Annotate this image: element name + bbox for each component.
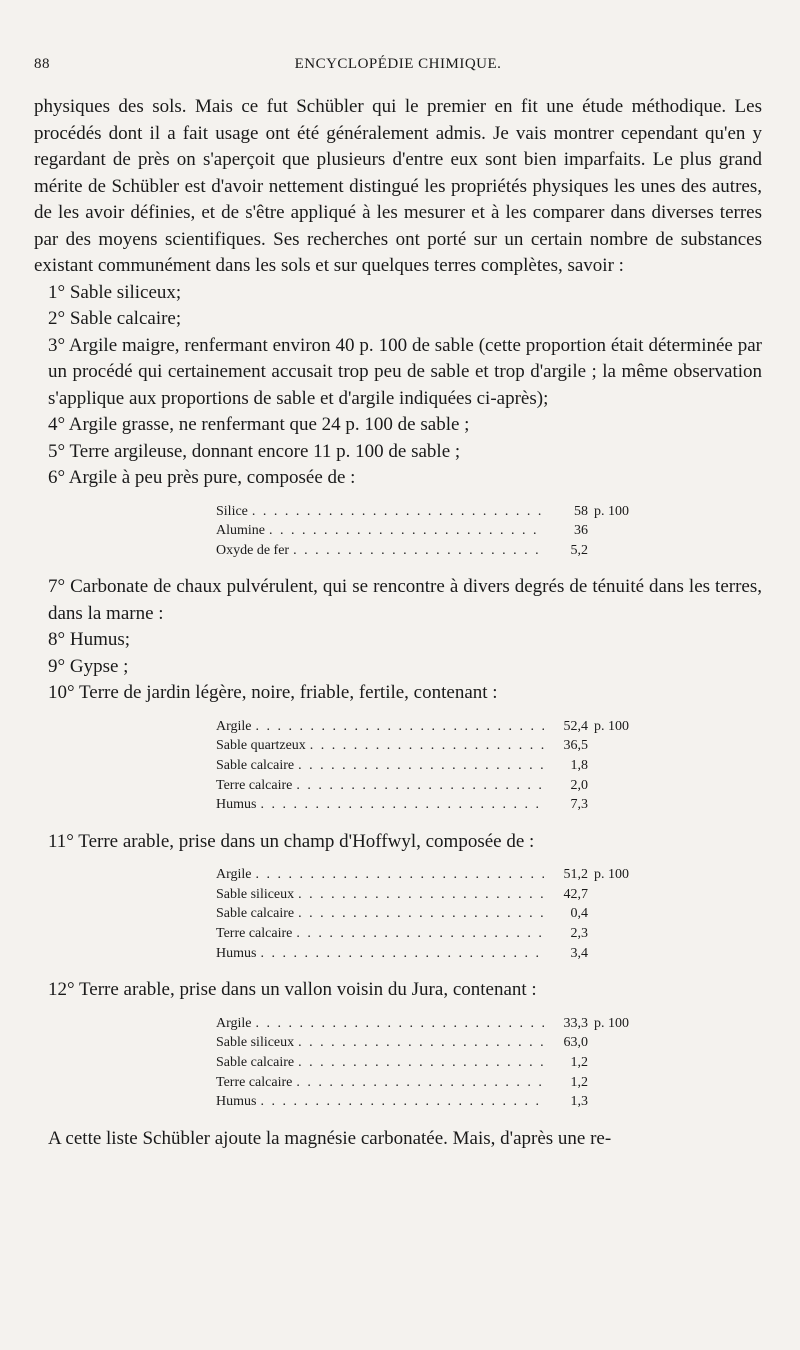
list-item: 12° Terre arable, prise dans un vallon voisin du Jura, contenant : bbox=[48, 979, 537, 1001]
leader-dots bbox=[260, 944, 544, 964]
component-value: 58 bbox=[574, 503, 588, 519]
component-name: Argile bbox=[216, 718, 252, 734]
leader-dots bbox=[252, 502, 544, 522]
unit-label: p. 100 bbox=[594, 1015, 629, 1031]
component-name: Argile bbox=[216, 1015, 252, 1031]
list-item: 7° Carbonate de chaux pulvérulent, qui se rencontre à divers degrés de ténuité dans les terres, dans la marne : bbox=[48, 576, 762, 624]
component-value: 7,3 bbox=[570, 797, 588, 813]
composition-table-argile bbox=[216, 502, 646, 561]
list-item: 3° Argile maigre, renfermant environ 40 p. 100 de sable (cette proportion était déterminée par un procédé qui certainement accusait trop peu de sable et trop d'argile ; la même observation s'applique aux proportions de sable et d'argile indiquées ci-après); bbox=[48, 334, 762, 409]
leader-dots bbox=[296, 924, 544, 944]
table-row bbox=[216, 924, 646, 944]
component-value: 33,3 bbox=[563, 1015, 588, 1031]
leader-dots bbox=[256, 1014, 544, 1034]
leader-dots bbox=[260, 1092, 544, 1112]
closing-paragraph: A cette liste Schübler ajoute la magnésie carbonatée. Mais, d'après une re- bbox=[48, 1127, 612, 1149]
list-item: 10° Terre de jardin légère, noire, friable, fertile, contenant : bbox=[48, 682, 498, 704]
list-item: 2° Sable calcaire; bbox=[48, 308, 182, 329]
table-row bbox=[216, 1092, 646, 1112]
component-name: Silice bbox=[216, 503, 248, 519]
table-row bbox=[216, 1033, 646, 1053]
component-name: Alumine bbox=[216, 523, 265, 539]
table-row bbox=[216, 521, 646, 541]
composition-table-jardin bbox=[216, 717, 646, 815]
component-name: Sable siliceux bbox=[216, 1035, 295, 1051]
leader-dots bbox=[256, 717, 544, 737]
component-value: 1,8 bbox=[570, 757, 588, 773]
component-value: 1,3 bbox=[570, 1094, 588, 1110]
list-item: 8° Humus; bbox=[48, 629, 131, 651]
leader-dots bbox=[260, 795, 544, 815]
unit-label: p. 100 bbox=[594, 503, 629, 519]
table-row bbox=[216, 795, 646, 815]
component-name: Sable calcaire bbox=[216, 1054, 295, 1070]
unit-label: p. 100 bbox=[594, 867, 629, 883]
leader-dots bbox=[269, 521, 544, 541]
page-number: 88 bbox=[34, 56, 50, 72]
leader-dots bbox=[298, 756, 544, 776]
list-item: 6° Argile à peu près pure, composée de : bbox=[48, 467, 356, 488]
component-name: Sable calcaire bbox=[216, 757, 295, 773]
component-value: 52,4 bbox=[563, 718, 588, 734]
running-header bbox=[34, 56, 762, 82]
composition-table-jura bbox=[216, 1014, 646, 1112]
leader-dots bbox=[298, 1033, 544, 1053]
component-value: 2,0 bbox=[570, 777, 588, 793]
component-name: Humus bbox=[216, 945, 257, 961]
component-value: 3,4 bbox=[570, 945, 588, 961]
table-row bbox=[216, 944, 646, 964]
body-text bbox=[34, 94, 762, 1152]
component-value: 0,4 bbox=[570, 906, 588, 922]
component-name: Sable siliceux bbox=[216, 886, 295, 902]
leader-dots bbox=[296, 1073, 544, 1093]
table-row bbox=[216, 756, 646, 776]
component-value: 36,5 bbox=[563, 738, 588, 754]
component-value: 63,0 bbox=[563, 1035, 588, 1051]
list-item: 4° Argile grasse, ne renfermant que 24 p. 100 de sable ; bbox=[48, 414, 470, 435]
component-value: 5,2 bbox=[570, 542, 588, 558]
component-name: Oxyde de fer bbox=[216, 542, 290, 558]
composition-table-hoffwyl bbox=[216, 865, 646, 963]
table-row bbox=[216, 717, 646, 737]
table-row bbox=[216, 1073, 646, 1093]
component-name: Sable calcaire bbox=[216, 906, 295, 922]
table-row bbox=[216, 1014, 646, 1034]
list-item: 1° Sable siliceux; bbox=[48, 281, 182, 303]
table-row bbox=[216, 904, 646, 924]
list-item: 11° Terre arable, prise dans un champ d'Hoffwyl, composée de : bbox=[48, 830, 535, 852]
table-row bbox=[216, 776, 646, 796]
intro-paragraph: physiques des sols. Mais ce fut Schübler qui le premier en fit une étude méthodique. Les procédés dont il a fait usage ont été généralement admis. Je vais montrer cependant qu'en y regardant de près on s'aperçoit que plusieurs d'entre eux sont bien imparfaits. Le plus grand mérite de Schübler est d'avoir nettement distingué les propriétés physiques les unes des autres, de les avoir définies, et de s'être appliqué à les mesurer et à les comparer dans diverses terres par des moyens scientifiques. Ses recherches ont porté sur un certain nombre de substances existant communément dans les sols et sur quelques terres complètes, savoir : bbox=[34, 96, 762, 276]
table-row bbox=[216, 1053, 646, 1073]
table-row bbox=[216, 865, 646, 885]
unit-label: p. 100 bbox=[594, 718, 629, 734]
leader-dots bbox=[293, 541, 544, 561]
component-name: Terre calcaire bbox=[216, 1074, 293, 1090]
component-name: Humus bbox=[216, 1094, 257, 1110]
running-title: ENCYCLOPÉDIE CHIMIQUE. bbox=[294, 56, 502, 72]
page bbox=[34, 56, 762, 1152]
leader-dots bbox=[298, 885, 544, 905]
leader-dots bbox=[296, 776, 544, 796]
leader-dots bbox=[256, 865, 544, 885]
table-row bbox=[216, 541, 646, 561]
component-value: 1,2 bbox=[570, 1074, 588, 1090]
component-value: 2,3 bbox=[570, 926, 588, 942]
component-value: 51,2 bbox=[563, 867, 588, 883]
table-row bbox=[216, 502, 646, 522]
table-row bbox=[216, 736, 646, 756]
leader-dots bbox=[298, 1053, 544, 1073]
component-value: 1,2 bbox=[570, 1054, 588, 1070]
component-name: Sable quartzeux bbox=[216, 738, 306, 754]
list-item: 9° Gypse ; bbox=[48, 655, 129, 677]
component-name: Terre calcaire bbox=[216, 926, 293, 942]
component-value: 42,7 bbox=[563, 886, 588, 902]
leader-dots bbox=[298, 904, 544, 924]
component-name: Terre calcaire bbox=[216, 777, 293, 793]
table-row bbox=[216, 885, 646, 905]
leader-dots bbox=[310, 736, 544, 756]
component-name: Argile bbox=[216, 867, 252, 883]
component-name: Humus bbox=[216, 797, 257, 813]
list-item: 5° Terre argileuse, donnant encore 11 p. 100 de sable ; bbox=[48, 440, 461, 462]
component-value: 36 bbox=[574, 523, 588, 539]
